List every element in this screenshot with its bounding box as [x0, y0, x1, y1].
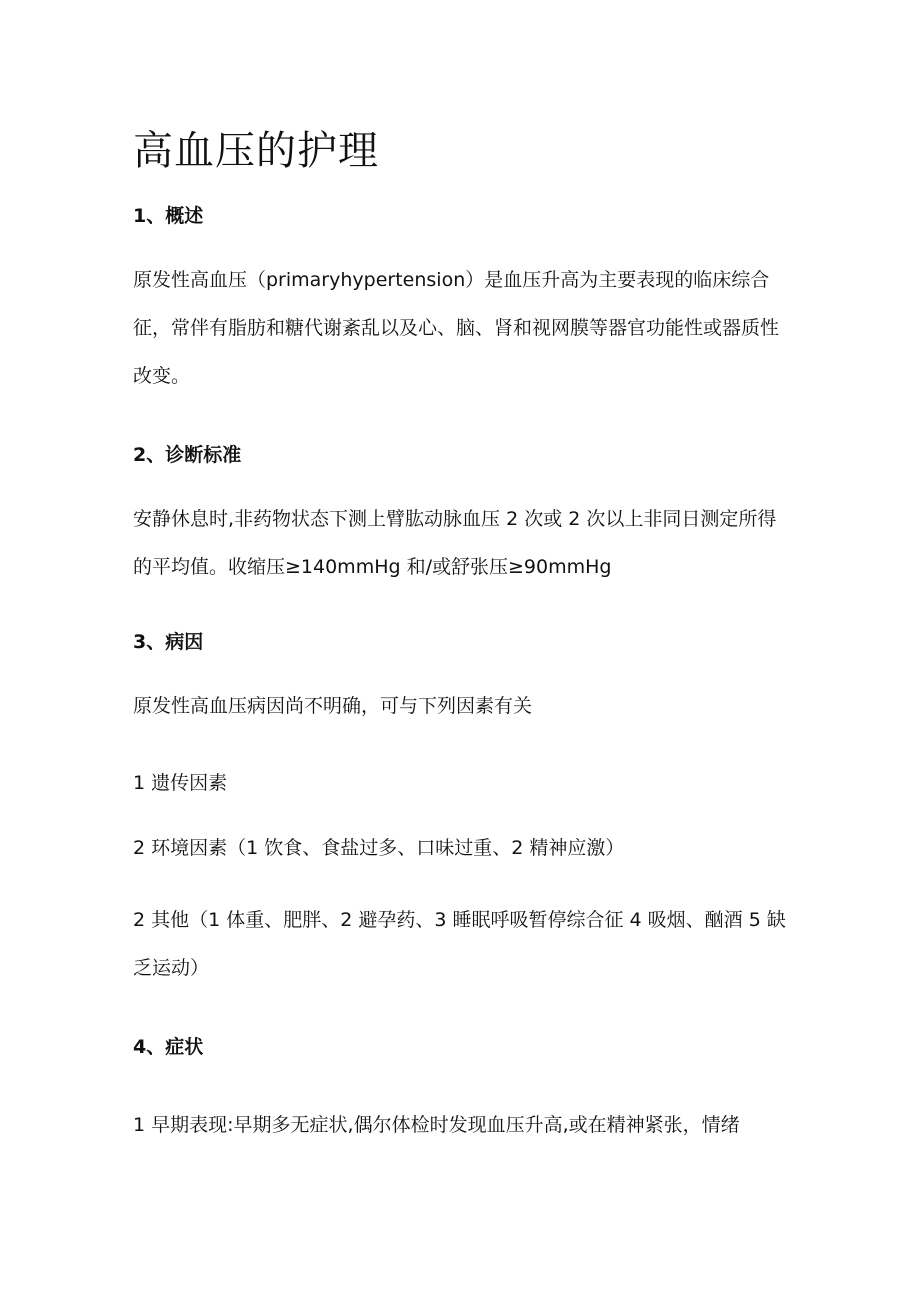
document-title: 高血压的护理	[133, 128, 379, 174]
section-heading-symptoms: 4、症状	[133, 1036, 204, 1058]
list-item-environment: 2 环境因素（1 饮食、食盐过多、口味过重、2 精神应激）	[133, 837, 625, 859]
paragraph-early-symptoms: 1 早期表现:早期多无症状,偶尔体检时发现血压升高,或在精神紧张，情绪	[133, 1114, 740, 1136]
list-item-other: 2 其他（1 体重、肥胖、2 避孕药、3 睡眠呼吸暂停综合征 4 吸烟、酗酒 5 缺乏运动）	[133, 909, 786, 979]
list-item-genetic: 1 遗传因素	[133, 772, 228, 794]
section-heading-etiology: 3、病因	[133, 631, 204, 653]
section-heading-overview: 1、概述	[133, 205, 204, 227]
section-heading-diagnosis: 2、诊断标准	[133, 444, 242, 466]
paragraph-overview: 原发性高血压（primaryhypertension）是血压升高为主要表现的临床综合征，常伴有脂肪和糖代谢紊乱以及心、脑、肾和视网膜等器官功能性或器质性改变。	[133, 269, 780, 387]
paragraph-etiology-intro: 原发性高血压病因尚不明确，可与下列因素有关	[133, 695, 533, 717]
paragraph-diagnosis: 安静休息时,非药物状态下测上臂肱动脉血压 2 次或 2 次以上非同日测定所得的平均值。收缩压≥140mmHg 和/或舒张压≥90mmHg	[133, 508, 777, 578]
